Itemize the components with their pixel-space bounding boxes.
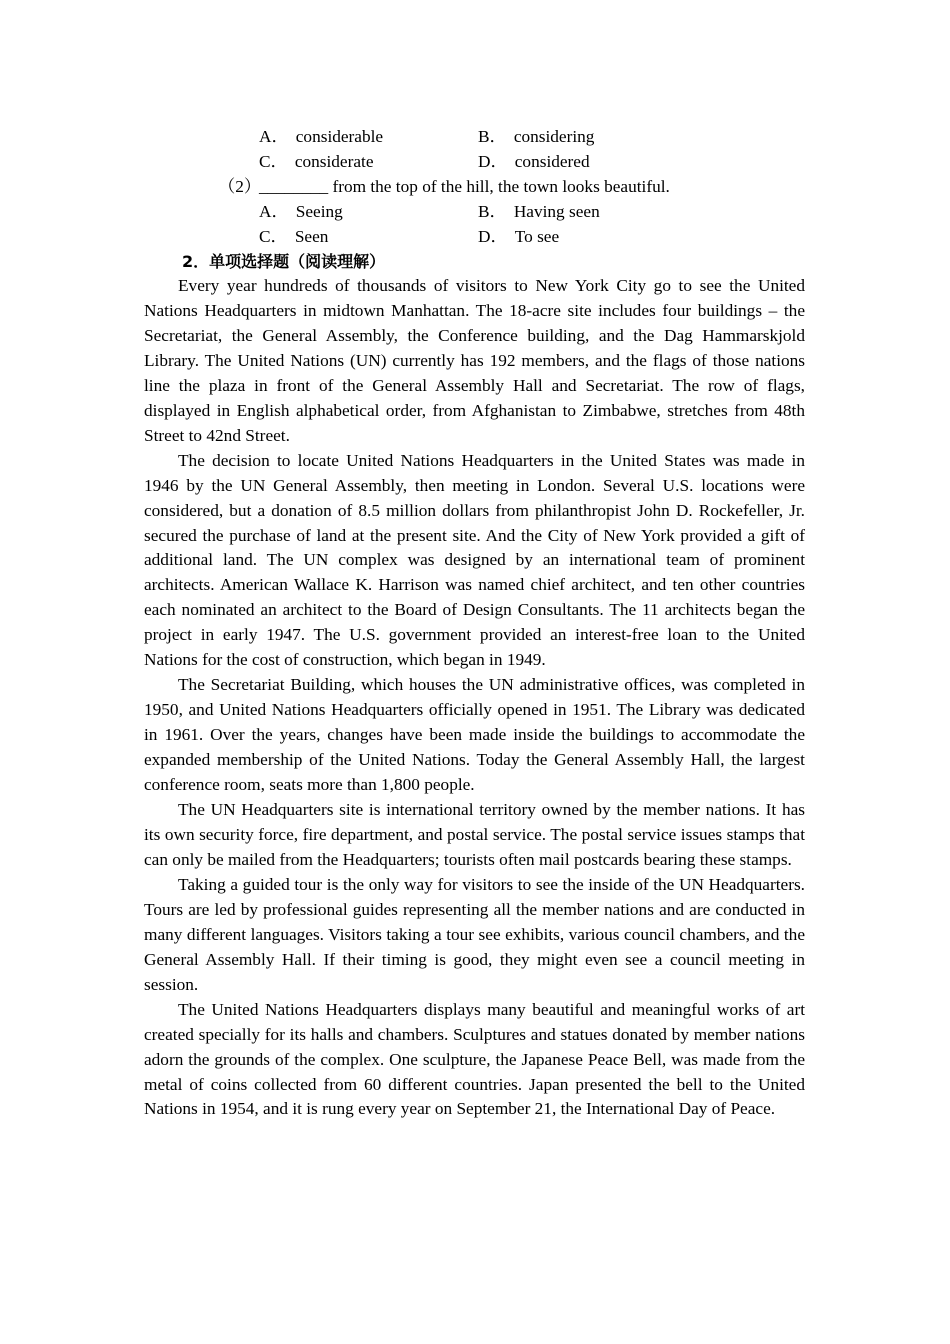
q2-options-row-1 bbox=[144, 199, 805, 224]
q2-option-d bbox=[478, 224, 559, 249]
option-text: Seeing bbox=[295, 202, 343, 221]
q2-option-c bbox=[259, 224, 328, 249]
q2-options-row-2 bbox=[144, 224, 805, 249]
option-text: considerate bbox=[294, 152, 374, 171]
q1-option-a bbox=[259, 124, 383, 149]
document-page bbox=[144, 124, 805, 1122]
section-heading: 2．单项选择题（阅读理解） bbox=[182, 252, 386, 271]
option-letter: C． bbox=[259, 152, 288, 171]
q1-option-d bbox=[478, 149, 590, 174]
option-letter: A． bbox=[259, 127, 289, 146]
q2-stem-line bbox=[144, 174, 805, 199]
option-letter: D． bbox=[478, 227, 508, 246]
passage-paragraph-4: The UN Headquarters site is international territory owned by the member nations. It has its own security force, fire department, and postal service. The postal service issues stamps that can only be mailed from the Headquarters; tourists often mail postcards bearing these stamps. bbox=[144, 800, 805, 869]
option-text: considering bbox=[513, 127, 595, 146]
option-letter: B． bbox=[478, 202, 507, 221]
q2-stem: ________ from the top of the hill, the town looks beautiful. bbox=[259, 177, 670, 196]
option-letter: D． bbox=[478, 152, 508, 171]
passage-paragraph-1: Every year hundreds of thousands of visitors to New York City go to see the United Nations Headquarters in midtown Manhattan. The 18-acre site includes four buildings – the Secretariat, the General Assembly, the Conference building, and the Dag Hammarskjold Library. The United Nations (UN) currently has 192 members, and the flags of those nations line the plaza in front of the General Assembly Hall and Secretariat. The row of flags, displayed in English alphabetical order, from Afghanistan to Zimbabwe, stretches from 48th Street to 42nd Street. bbox=[144, 276, 805, 445]
option-text: To see bbox=[514, 227, 560, 246]
q2-option-b bbox=[478, 199, 600, 224]
passage-paragraph-6: The United Nations Headquarters displays many beautiful and meaningful works of art created specially for its halls and chambers. Sculptures and statues donated by member nations adorn the grounds of the complex. One sculpture, the Japanese Peace Bell, was made from the metal of coins collected from 60 different countries. Japan presented the bell to the United Nations in 1954, and it is rung every year on September 21, the International Day of Peace. bbox=[144, 999, 805, 1119]
q1-option-c bbox=[259, 149, 374, 174]
option-text: considerable bbox=[295, 127, 384, 146]
option-text: Having seen bbox=[513, 202, 600, 221]
q2-option-a bbox=[259, 199, 343, 224]
option-letter: A． bbox=[259, 202, 289, 221]
passage-paragraph-3: The Secretariat Building, which houses the UN administrative offices, was completed in 1950, and United Nations Headquarters officially opened in 1951. The Library was dedicated in 1961. Over the years, changes have been made inside the buildings to accommodate the expanded membership of the United Nations. Today the General Assembly Hall, the largest conference room, seats more than 1,800 people. bbox=[144, 675, 805, 795]
q1-option-b bbox=[478, 124, 594, 149]
passage-paragraph-2: The decision to locate United Nations Headquarters in the United States was made in 1946 by the UN General Assembly, then meeting in London. Several U.S. locations were considered, but a donation of 8.5 million dollars from philanthropist John D. Rockefeller, Jr. secured the purchase of land at the present site. And the City of New York provided a gift of additional land. The UN complex was designed by an international team of prominent architects. American Wallace K. Harrison was named chief architect, and ten other countries each nominated an architect to the Board of Design Consultants. The 11 architects began the project in early 1947. The U.S. government provided an interest-free loan to the United Nations for the cost of construction, which began in 1949. bbox=[144, 450, 805, 670]
option-letter: C． bbox=[259, 227, 288, 246]
reading-passage bbox=[144, 274, 805, 1122]
q1-options-row-2 bbox=[144, 149, 805, 174]
option-text: Seen bbox=[294, 227, 329, 246]
q2-number: （2） bbox=[218, 177, 262, 196]
option-letter: B． bbox=[478, 127, 507, 146]
q1-options-row-1 bbox=[144, 124, 805, 149]
passage-paragraph-5: Taking a guided tour is the only way for visitors to see the inside of the UN Headquarters. Tours are led by professional guides representing all the member nations and are conducted in many different languages. Visitors taking a tour see exhibits, various council chambers, and the General Assembly Hall. If their timing is good, they might even see a council meeting in session. bbox=[144, 874, 805, 994]
option-text: considered bbox=[514, 152, 590, 171]
